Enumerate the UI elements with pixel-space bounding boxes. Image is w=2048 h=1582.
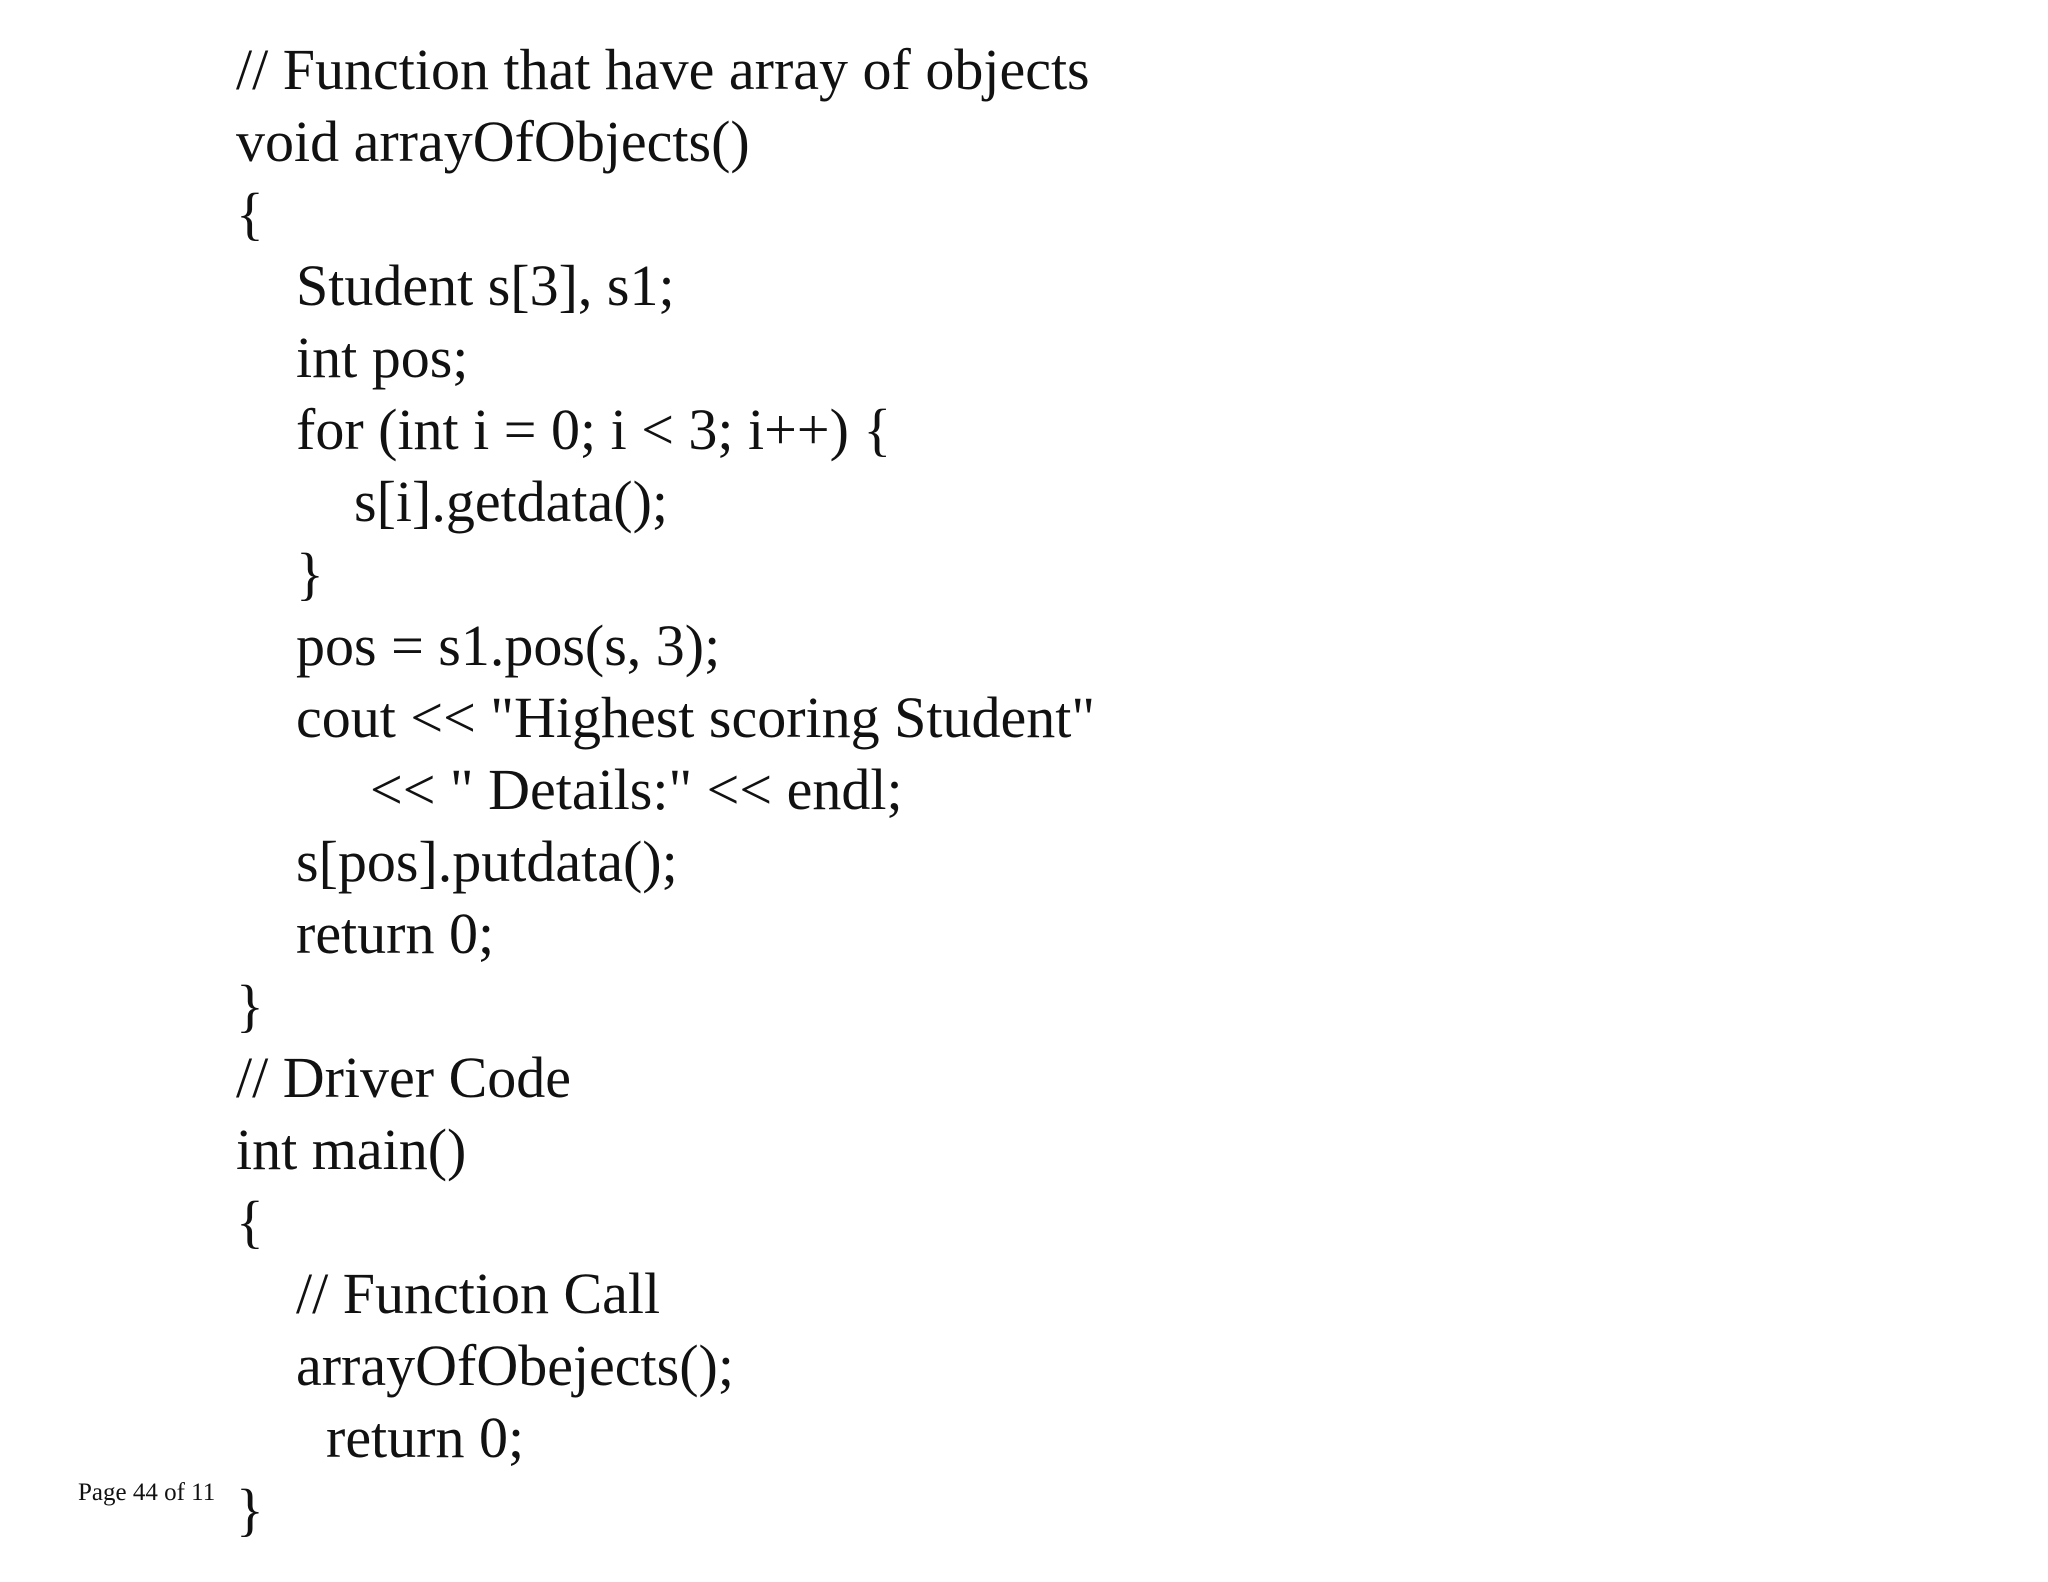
code-line-21: } xyxy=(236,1477,264,1542)
code-line-13: return 0; xyxy=(296,901,495,966)
code-line-6: for (int i = 0; i < 3; i++) { xyxy=(296,397,892,462)
code-line-2: void arrayOfObjects() xyxy=(236,109,750,174)
page-number: Page 44 of 11 xyxy=(78,1479,216,1506)
code-line-17: { xyxy=(236,1189,264,1254)
code-line-7: s[i].getdata(); xyxy=(354,469,669,534)
code-line-12: s[pos].putdata(); xyxy=(296,829,678,894)
code-line-4: Student s[3], s1; xyxy=(296,253,675,318)
code-line-5: int pos; xyxy=(296,325,469,390)
code-line-1: // Function that have array of objects xyxy=(236,37,1090,102)
code-line-19: arrayOfObejects(); xyxy=(296,1333,734,1398)
code-line-20: return 0; xyxy=(326,1405,525,1470)
code-line-8: } xyxy=(296,541,324,606)
code-line-3: { xyxy=(236,181,264,246)
code-line-18: // Function Call xyxy=(296,1261,661,1326)
code-line-15: // Driver Code xyxy=(236,1045,572,1110)
code-line-16: int main() xyxy=(236,1117,467,1182)
code-line-9: pos = s1.pos(s, 3); xyxy=(296,613,721,678)
code-line-11: << " Details:" << endl; xyxy=(370,757,903,822)
code-line-14: } xyxy=(236,973,264,1038)
code-line-10: cout << "Highest scoring Student" xyxy=(296,685,1096,750)
